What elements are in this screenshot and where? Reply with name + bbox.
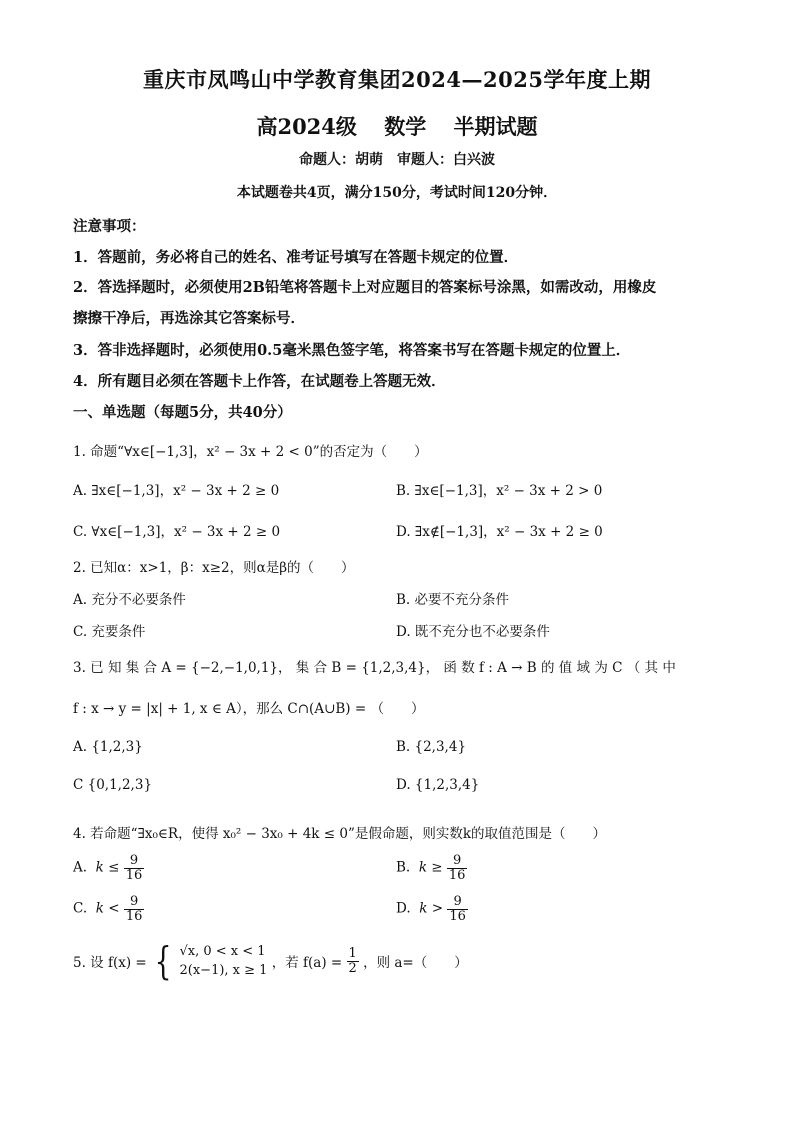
question-4-option-b bbox=[396, 854, 467, 882]
note-item-3: 3．答非选择题时，必须使用0.5毫米黑色签字笔，将答案书写在答题卡规定的位置上． bbox=[73, 342, 631, 359]
fraction: $\frac{9}{16}$ bbox=[125, 894, 143, 924]
question-2-option-d: D. 既不充分也不必要条件 bbox=[396, 624, 550, 640]
question-1-option-d: D. ∃x∉[−1,3]，x² − 3x + 2 ≥ 0 bbox=[396, 524, 603, 540]
subject-label: 数学 bbox=[384, 114, 427, 139]
question-4-option-d bbox=[396, 895, 468, 923]
q5-mid: ，若 f(a) = bbox=[271, 955, 343, 971]
question-1-option-b: B. ∃x∈[−1,3]，x² − 3x + 2 > 0 bbox=[396, 483, 603, 499]
option-label: A. bbox=[73, 859, 88, 876]
fraction: $\frac{1}{2}$ bbox=[348, 945, 357, 976]
notes-heading: 注意事项： bbox=[73, 218, 146, 235]
question-1-stem: 1. 命题“∀x∈[−1,3]，x² − 3x + 2 < 0”的否定为（ ） bbox=[73, 444, 428, 460]
question-3-stem-cont: f : x → y = |x| + 1, x ∈ A），那么 C∩(A∪B) = （ ） bbox=[73, 701, 425, 717]
authors-line: 命题人：胡萌 审题人：白兴波 bbox=[299, 152, 495, 168]
option-relation: k < bbox=[95, 900, 120, 917]
case-2: 2(x−1), x ≥ 1 bbox=[179, 963, 268, 978]
note-item-2: 2．答选择题时，必须使用2B铅笔将答题卡上对应题目的答案标号涂黑，如需改动，用橡皮 bbox=[73, 279, 657, 296]
question-1-option-a: A. ∃x∈[−1,3]，x² − 3x + 2 ≥ 0 bbox=[73, 483, 280, 499]
option-relation: k ≥ bbox=[418, 859, 443, 876]
section-heading: 一、单选题（每题5分，共40分） bbox=[73, 404, 292, 421]
exam-subtitle bbox=[0, 111, 794, 141]
case-1: √x, 0 < x < 1 bbox=[179, 944, 266, 959]
q5-prefix: 5. 设 f(x) = bbox=[73, 955, 147, 971]
question-1-option-c: C. ∀x∈[−1,3]，x² − 3x + 2 ≥ 0 bbox=[73, 524, 281, 540]
fraction: $\frac{9}{16}$ bbox=[448, 853, 466, 883]
question-2-option-c: C. 充要条件 bbox=[73, 624, 146, 640]
question-2-option-b: B. 必要不充分条件 bbox=[396, 592, 510, 608]
question-3-stem: 3. 已 知 集 合 A = {−2,−1,0,1}， 集 合 B = {1,2,3,4}， 函 数 f : A → B 的 值 域 为 C （ 其 中 bbox=[73, 660, 676, 676]
option-relation: k > bbox=[419, 900, 444, 917]
note-item-4: 4．所有题目必须在答题卡上作答，在试题卷上答题无效． bbox=[73, 373, 446, 390]
brace-symbol: { bbox=[154, 939, 172, 983]
option-label: B. bbox=[396, 859, 411, 876]
exam-title: 重庆市凤鸣山中学教育集团2024—2025学年度上期 bbox=[143, 67, 651, 92]
option-label: D. bbox=[396, 900, 411, 917]
question-3-option-d: D. {1,2,3,4} bbox=[396, 777, 480, 793]
q5-suffix: ，则 a=（ ） bbox=[363, 955, 468, 971]
exam-label: 半期试题 bbox=[453, 114, 538, 139]
question-4-stem: 4. 若命题“∃x₀∈R，使得 x₀² − 3x₀ + 4k ≤ 0”是假命题，则实数k的取值范围是（ ） bbox=[73, 826, 607, 842]
piecewise-cases bbox=[180, 942, 268, 980]
question-4-option-a bbox=[73, 854, 144, 882]
note-item-1: 1．答题前，务必将自己的姓名、准考证号填写在答题卡规定的位置． bbox=[73, 249, 519, 266]
exam-info: 本试题卷共4页，满分150分，考试时间120分钟． bbox=[236, 185, 558, 201]
question-2-option-a: A. 充分不必要条件 bbox=[73, 592, 186, 608]
question-3-option-b: B. {2,3,4} bbox=[396, 739, 467, 755]
question-2-stem: 2. 已知α：x>1，β：x≥2，则α是β的（ ） bbox=[73, 560, 355, 576]
question-4-option-c bbox=[73, 895, 144, 923]
fraction: $\frac{9}{16}$ bbox=[449, 894, 466, 924]
question-3-option-c: C {0,1,2,3} bbox=[73, 777, 153, 793]
question-5-stem bbox=[73, 939, 468, 983]
grade-label: 高2024级 bbox=[256, 114, 357, 139]
option-label: C. bbox=[73, 900, 88, 917]
question-3-option-a: A. {1,2,3} bbox=[73, 739, 143, 755]
option-relation: k ≤ bbox=[95, 859, 120, 876]
fraction: $\frac{9}{16}$ bbox=[125, 853, 143, 883]
note-item-2-cont: 擦擦干净后，再选涂其它答案标号． bbox=[73, 310, 305, 327]
